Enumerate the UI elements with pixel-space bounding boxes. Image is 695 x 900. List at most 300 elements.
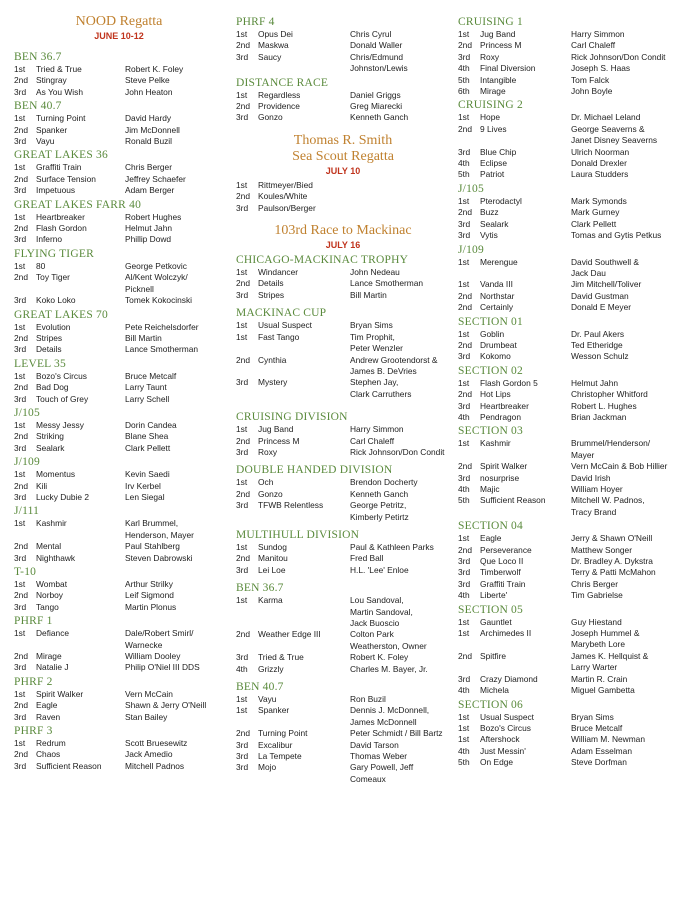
result-row [458,495,688,506]
boat-name: 9 Lives [480,123,507,134]
skipper-name: Brendon Docherty [350,477,418,488]
place [236,512,258,523]
result-row [458,169,688,180]
boat-name: Gauntlet [480,616,512,627]
spacer [236,523,450,527]
skipper-name: Bill Martin [350,289,387,300]
result-row [236,90,450,101]
boat-name: Aftershock [480,734,520,745]
boat-name: Spanker [36,124,68,135]
spacer [236,124,450,133]
skipper-name: James B. DeVries [350,365,417,376]
result-row [458,651,688,662]
skipper-name: Clark Pellett [571,218,617,229]
result-row [458,685,688,696]
result-row [236,343,450,354]
place: 1st [458,195,470,206]
place: 1st [14,738,26,749]
place: 1st [236,595,248,606]
division-heading: MULTIHULL DIVISION [236,528,360,541]
place: 3rd [236,739,249,750]
boat-name: Just Messin' [480,745,526,756]
boat-name: Hope [480,112,501,123]
boat-name: Mental [36,541,62,552]
boat-name [258,641,350,652]
result-row [236,565,450,576]
skipper-name: Leif Sigmond [125,590,174,601]
skipper-name: Robert K. Foley [125,64,184,74]
boat-name: Crazy Diamond [480,673,538,684]
result-row [458,124,688,135]
place: 4th [458,685,470,696]
boat-name: Vayu [36,136,55,147]
skipper-name: Bruce Metcalf [571,722,623,733]
boat-name: Fast Tango [258,331,300,342]
skipper-name: David Hardy [125,113,172,124]
place: 3rd [14,136,27,147]
division-heading: CRUISING 1 [458,16,523,28]
boat-name: Rittmeyer/Bied [258,179,313,190]
place: 3rd [458,400,471,411]
skipper-name: H.L. 'Lee' Enloe [350,564,409,575]
place: 3rd [14,760,27,771]
boat-name: Pendragon [480,411,521,422]
boat-name: Regardless [258,89,301,100]
place: 3rd [236,751,249,762]
result-row [458,147,688,158]
skipper-name: Bryan Sims [350,320,393,331]
skipper-name: Robert Hughes [125,211,182,222]
result-row [14,394,224,405]
result-row [236,618,450,629]
place: 2nd [236,488,250,499]
result-row [236,553,450,564]
boat-name: Turning Point [258,728,308,739]
boat-name: Vayu [258,694,277,705]
skipper-name [350,191,450,202]
skipper-name: Brian Jackman [571,411,627,422]
skipper-name: William Hoyer [571,484,623,494]
place: 2nd [14,480,28,491]
place [458,135,480,146]
event-title: 103rd Race to Mackinac [274,223,412,239]
boat-name: Perseverance [480,544,532,555]
result-row [458,52,688,63]
place: 2nd [458,40,472,51]
skipper-name: Martin R. Crain [571,673,628,684]
skipper-name: Mitchell Padnos [125,760,185,771]
skipper-name: Larry Schell [125,393,170,404]
skipper-name: Harry Simmon [350,424,404,435]
event-date: JUNE 10-12 [94,31,144,41]
boat-name [480,450,571,461]
result-row [458,158,688,169]
result-row [14,481,224,492]
skipper-name: James McDonnell [350,716,417,727]
result-row [236,542,450,553]
skipper-name: Marybeth Lore [571,639,625,650]
boat-name: Certainly [480,302,514,313]
skipper-name: Jerry & Shawn O'Neill [571,533,653,544]
place: 3rd [236,500,249,511]
skipper-name: Karl Brummel, [125,518,179,529]
boat-name [258,366,350,377]
place: 1st [458,734,470,745]
place: 2nd [236,40,250,51]
place: 3rd [458,51,471,62]
skipper-name: Charles M. Bayer, Jr. [350,663,428,674]
skipper-name: Steven Dabrowski [125,552,193,563]
skipper-name: Rick Johnson/Don Condit [350,446,445,457]
skipper-name: Clark Pellett [125,442,171,453]
place: 3rd [236,652,249,663]
result-row [236,436,450,447]
division-heading: J/111 [14,505,40,518]
skipper-name: Clark Carruthers [350,388,412,399]
boat-name [36,530,125,541]
place: 4th [458,63,470,74]
result-row [14,212,224,223]
column-1 [14,14,224,772]
result-row [236,629,450,640]
place [14,530,36,541]
boat-name: On Edge [480,757,514,768]
skipper-name: Ronald Buzil [125,136,173,147]
place: 4th [458,411,470,422]
skipper-name: Irv Kerbel [125,480,161,491]
place: 2nd [236,278,250,289]
spacer [236,458,450,462]
boat-name: Sufficient Reason [480,495,546,506]
result-row [458,712,688,723]
result-row [14,136,224,147]
skipper-name: Dale/Robert Smirl/ [125,628,194,639]
place: 4th [458,484,470,494]
place: 3rd [14,393,27,404]
place: 2nd [236,629,250,640]
division-heading: SECTION 06 [458,698,523,711]
division-heading: BEN 40.7 [236,681,284,694]
place: 2nd [458,389,472,400]
skipper-name: Chris Berger [571,578,619,589]
boat-name: Jug Band [480,29,516,39]
place: 3rd [14,662,27,673]
place: 3rd [458,578,471,589]
boat-name: Flash Gordon 5 [480,377,538,388]
result-row [236,477,450,488]
boat-name [36,284,125,295]
skipper-name: Mark Symonds [571,195,627,206]
place: 3rd [236,289,249,300]
boat-name: Striking [36,431,64,442]
boat-name: Princess M [258,435,300,446]
boat-name: Heartbreaker [480,400,529,411]
skipper-name: Pete Reichelsdorfer [125,321,199,332]
boat-name: Sealark [480,218,509,229]
place: 3rd [14,601,27,612]
result-row [458,473,688,484]
boat-name: Stripes [36,332,63,343]
skipper-name: Blane Shea [125,431,169,442]
skipper-name: Bryan Sims [571,711,614,722]
skipper-name: Greg Miarecki [350,101,403,112]
result-row [14,518,224,529]
place: 2nd [236,191,250,202]
skipper-name: David Gustman [571,290,629,301]
place [236,63,258,74]
result-row [458,628,688,639]
skipper-name: Colton Park [350,629,394,640]
boat-name: Graffiti Train [36,162,82,173]
boat-name: Opus Dei [258,29,293,39]
skipper-name: Martin Sandoval, [350,606,413,617]
boat-name: Roxy [480,51,500,62]
result-row [458,461,688,472]
skipper-name: Shawn & Jerry O'Neill [125,700,207,711]
skipper-name: Henderson, Mayer [125,529,194,540]
result-row [236,595,450,606]
event-date: JULY 16 [325,240,361,251]
result-row [458,617,688,628]
boat-name: Windancer [258,267,299,278]
result-row [458,438,688,449]
result-row [14,628,224,639]
place: 1st [458,628,470,639]
result-row [14,651,224,662]
place: 2nd [14,590,28,601]
result-row [14,272,224,283]
boat-name: Saucy [258,51,282,62]
boat-name: Koko Loko [36,295,76,306]
boat-name: Gonzo [258,488,283,499]
place [236,717,258,728]
boat-name: Lei Loe [258,564,286,575]
boat-name: Tried & True [258,652,304,663]
boat-name: Kokomo [480,351,511,362]
result-row [14,174,224,185]
place: 3rd [458,673,471,684]
result-row [14,640,224,651]
place: 1st [458,722,470,733]
place: 3rd [458,230,471,241]
division-heading: GREAT LAKES FARR 40 [14,198,142,211]
skipper-name: Janet Disney Seaverns [571,135,658,146]
result-row [14,700,224,711]
boat-name: Goblin [480,328,505,339]
place: 4th [458,745,470,756]
place: 1st [14,321,26,332]
skipper-name [350,180,450,191]
result-row [14,322,224,333]
place: 3rd [236,377,249,388]
boat-name: Spanker [258,705,290,716]
boat-name: Kashmir [480,438,511,449]
place: 2nd [14,651,28,662]
boat-name: Flash Gordon [36,223,87,234]
division-heading: SECTION 04 [458,520,523,533]
place: 1st [14,469,26,480]
result-row [14,295,224,306]
result-row [14,761,224,772]
place [458,662,480,673]
boat-name: Tried & True [36,64,82,74]
boat-name: Nighthawk [36,552,76,563]
boat-name: Spirit Walker [36,688,84,699]
result-row [236,203,450,214]
place [14,640,36,651]
place [458,268,480,279]
skipper-name: Ted Etheridge [571,339,623,350]
place: 2nd [14,700,28,711]
place: 3rd [14,344,27,355]
skipper-name: Kimberly Petirtz [350,511,409,522]
place: 1st [236,179,248,190]
boat-name: Bozo's Circus [480,722,531,733]
boat-name: Details [258,278,284,289]
place [236,389,258,400]
boat-name: Tango [36,601,59,612]
result-row [236,101,450,112]
skipper-name: Helmut Jahn [125,223,173,234]
division-heading: GREAT LAKES 36 [14,149,108,162]
boat-name: Mystery [258,377,288,388]
place: 3rd [458,567,471,578]
place: 2nd [458,339,472,350]
place: 2nd [14,541,28,552]
place: 1st [458,328,470,339]
place: 3rd [14,234,27,245]
result-row [14,75,224,86]
division-heading: J/109 [458,243,484,256]
skipper-name: Carl Chaleff [350,435,395,446]
boat-name: Eagle [36,700,58,711]
skipper-name: Robert L. Hughes [571,400,637,411]
division-heading: SECTION 01 [458,315,523,328]
boat-name: Spirit Walker [480,461,528,472]
boat-name: Toy Tiger [36,272,70,283]
place: 3rd [14,185,27,196]
boat-name [36,640,125,651]
place: 6th [458,86,470,97]
division-heading: MACKINAC CUP [236,307,327,320]
place [236,343,258,354]
skipper-name: Kenneth Ganch [350,488,409,499]
skipper-name: Miguel Gambetta [571,685,635,696]
boat-name: Sufficient Reason [36,760,102,771]
boat-name: Jug Band [258,424,294,435]
result-row [458,723,688,734]
result-row [236,607,450,618]
boat-name [258,343,350,354]
boat-name: Usual Suspect [258,320,312,331]
place: 3rd [14,295,27,306]
boat-name: Usual Suspect [480,711,534,722]
boat-name: Drumbeat [480,339,517,350]
boat-name [480,507,571,518]
skipper-name: Scott Bruesewitz [125,738,188,749]
result-row [14,689,224,700]
result-row [458,29,688,40]
skipper-name: Tim Prophit, [350,331,395,342]
place: 4th [458,158,470,169]
boat-name: Kashmir [36,518,67,529]
result-row [458,329,688,340]
place: 1st [236,29,248,39]
division-heading: J/109 [14,456,40,469]
skipper-name: Lance Smotherman [350,278,424,289]
result-row [14,223,224,234]
result-row [236,500,450,511]
place: 1st [14,419,26,430]
place: 2nd [14,173,28,184]
place: 3rd [14,86,27,97]
result-row [14,431,224,442]
result-row [14,712,224,723]
place: 1st [236,320,248,331]
result-row [458,639,688,650]
place: 1st [458,112,470,123]
skipper-name: Jim Mitchell/Toliver [571,279,642,290]
place [236,607,258,618]
boat-name: Vytis [480,230,498,241]
skipper-name: Chris/Edmund [350,51,404,62]
skipper-name: George Petritz, [350,500,407,511]
place: 1st [14,162,26,173]
result-row [458,757,688,768]
division-heading: BEN 36.7 [236,582,284,595]
place: 3rd [458,472,471,483]
boat-name [480,268,571,279]
place: 2nd [236,435,250,446]
boat-name: Norboy [36,590,63,601]
division-heading: LEVEL 35 [14,357,66,370]
boat-name: Eagle [480,533,502,544]
boat-name: Final Diversion [480,63,536,74]
skipper-name: Warnecke [125,639,163,650]
result-row [458,401,688,412]
skipper-name: Jack Amedio [125,749,173,760]
place: 3rd [458,351,471,362]
place: 1st [458,377,470,388]
boat-name: Och [258,477,274,488]
skipper-name: Joseph Hummel & [571,628,640,639]
result-row [458,196,688,207]
spacer [236,301,450,305]
place: 2nd [14,124,28,135]
result-row [236,63,450,74]
event-date: JULY 10 [325,165,361,176]
boat-name: Mirage [36,651,62,662]
result-row [236,717,450,728]
skipper-name: David Tarson [350,739,399,750]
place: 1st [14,64,26,74]
skipper-name: David Southwell & [571,256,639,267]
result-row [14,541,224,552]
place: 3rd [458,146,471,157]
place: 1st [236,267,248,278]
boat-name: Messy Jessy [36,419,84,430]
place: 2nd [236,354,250,365]
result-row [458,746,688,757]
skipper-name: Mayer [571,449,595,460]
boat-name [480,135,571,146]
column-2 [236,14,450,785]
result-row [236,40,450,51]
place: 1st [458,29,470,39]
boat-name: Buzz [480,207,499,218]
boat-name: La Tempete [258,751,302,762]
boat-name: Chaos [36,749,61,760]
